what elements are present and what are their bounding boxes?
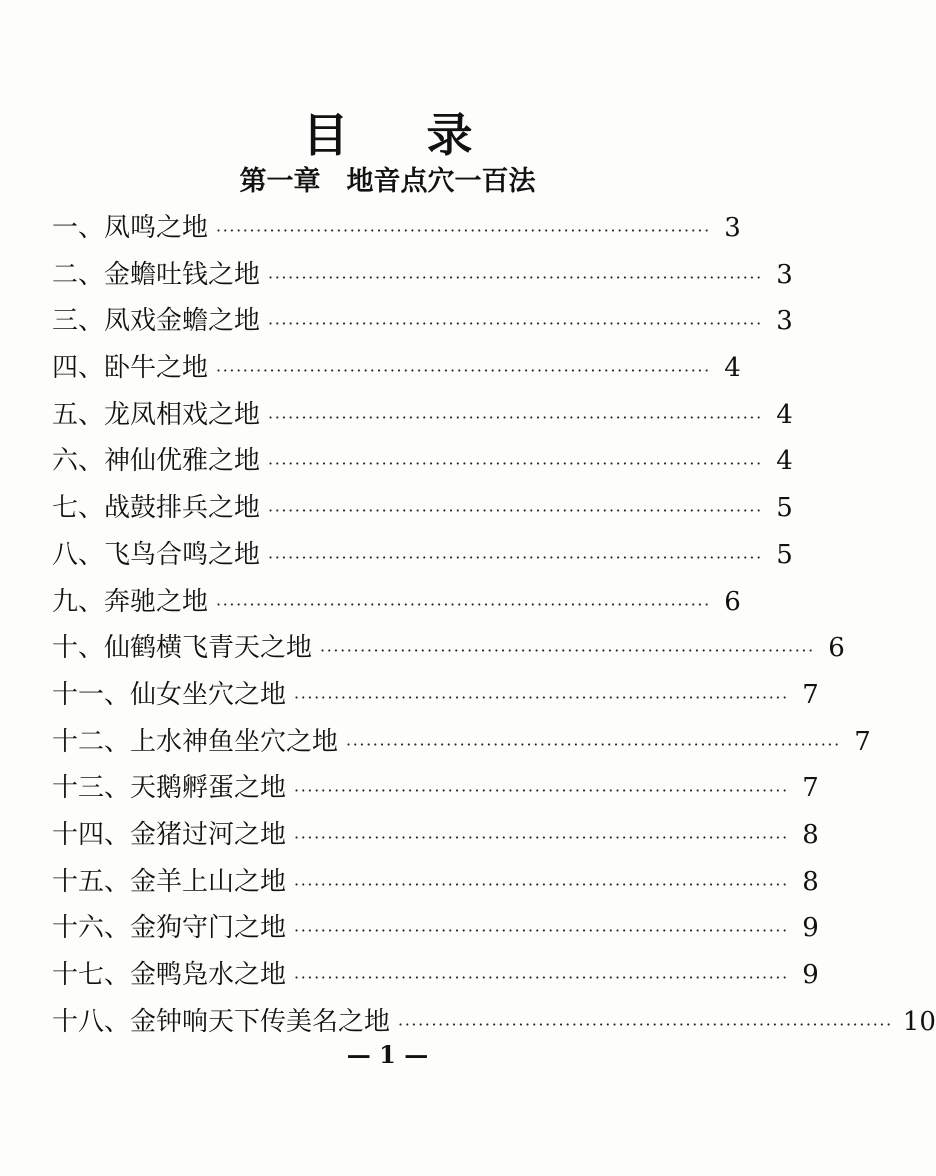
title-char-2: 录 <box>426 108 473 162</box>
leader-dots: ·········································································· <box>216 361 711 381</box>
toc-entry-page: 4 <box>776 399 793 430</box>
leader-dots: ·········································································· <box>346 734 841 754</box>
toc-entry-page: 8 <box>802 819 819 850</box>
toc-entry[interactable] <box>52 719 871 766</box>
toc-entry-label: 十六、金狗守门之地 <box>52 913 287 944</box>
toc-entry[interactable] <box>52 205 741 252</box>
toc-entry-label: 六、神仙优雅之地 <box>52 446 261 477</box>
toc-entry-label: 十一、仙女坐穴之地 <box>52 679 287 710</box>
leader-dots: ·········································································· <box>216 221 711 240</box>
leader-dots: ·········································································· <box>294 968 789 987</box>
leader-dots: ·········································································· <box>268 314 763 334</box>
toc-entry-label: 十四、金猪过河之地 <box>52 819 287 850</box>
toc-entry[interactable] <box>52 765 819 812</box>
leader-dots: ·········································································· <box>294 781 789 801</box>
toc-entry[interactable] <box>52 298 793 345</box>
toc-entry-label: 十八、金钟响天下传美名之地 <box>52 1006 391 1037</box>
toc-entry-label: 九、奔驰之地 <box>52 586 209 617</box>
toc-entry[interactable] <box>52 905 819 952</box>
toc-entry-page: 8 <box>802 866 819 897</box>
leader-dots: ·········································································· <box>268 454 763 474</box>
toc-entry[interactable] <box>52 859 819 906</box>
leader-dots: ·········································································· <box>294 921 789 941</box>
page-number: — 1 — <box>346 1040 429 1069</box>
chapter-name: 地音点穴一百法 <box>346 166 536 197</box>
toc-entry-page: 4 <box>776 446 793 477</box>
toc-entry[interactable] <box>52 345 741 392</box>
toc-entry-page: 6 <box>828 633 845 664</box>
toc-entry-page: 3 <box>724 213 741 243</box>
toc-entry-label: 一、凤鸣之地 <box>52 213 209 243</box>
toc-entry-page: 3 <box>776 259 793 290</box>
toc-entry-page: 10 <box>902 1006 936 1037</box>
toc-entry-label: 四、卧牛之地 <box>52 353 209 384</box>
toc-entry-page: 4 <box>724 353 741 384</box>
toc-entry[interactable] <box>52 392 793 439</box>
toc-entry-page: 7 <box>802 773 819 804</box>
toc-entry[interactable] <box>52 999 936 1046</box>
toc-entry-label: 十五、金羊上山之地 <box>52 866 287 897</box>
toc-entry[interactable] <box>52 485 793 532</box>
toc-entry[interactable] <box>52 438 793 485</box>
toc-entry-label: 十二、上水神鱼坐穴之地 <box>52 726 339 757</box>
toc-entry-page: 3 <box>776 306 793 337</box>
toc-entry[interactable] <box>52 532 793 579</box>
leader-dots: ·········································································· <box>268 547 763 567</box>
toc-list <box>52 205 936 1045</box>
leader-dots: ·········································································· <box>320 641 815 661</box>
toc-entry-label: 十七、金鸭凫水之地 <box>52 960 287 990</box>
toc-entry[interactable] <box>52 252 793 299</box>
title-char-1: 目 <box>302 108 349 162</box>
toc-entry-page: 7 <box>854 726 871 757</box>
toc-entry-page: 5 <box>776 493 793 524</box>
toc-entry-label: 七、战鼓排兵之地 <box>52 493 261 524</box>
toc-entry[interactable] <box>52 672 819 719</box>
toc-entry-page: 9 <box>802 960 819 990</box>
toc-entry-label: 二、金蟾吐钱之地 <box>52 259 261 290</box>
page-title <box>0 108 775 162</box>
toc-entry-label: 三、凤戏金蟾之地 <box>52 306 261 337</box>
chapter-number: 第一章 <box>239 166 321 197</box>
toc-entry[interactable] <box>52 579 741 626</box>
toc-entry-label: 八、飞鸟合鸣之地 <box>52 539 261 570</box>
toc-entry[interactable] <box>52 812 819 859</box>
leader-dots: ·········································································· <box>268 407 763 427</box>
toc-entry-page: 9 <box>802 913 819 944</box>
toc-entry-page: 6 <box>724 586 741 617</box>
toc-entry-label: 十、仙鹤横飞青天之地 <box>52 633 313 664</box>
toc-entry-page: 7 <box>802 679 819 710</box>
leader-dots: ·········································································· <box>268 501 763 521</box>
leader-dots: ·········································································· <box>294 687 789 707</box>
leader-dots: ·········································································· <box>268 267 763 287</box>
leader-dots: ·········································································· <box>294 827 789 847</box>
leader-dots: ·········································································· <box>216 594 711 614</box>
toc-entry-page: 5 <box>776 539 793 570</box>
leader-dots: ·········································································· <box>294 874 789 894</box>
leader-dots: ·········································································· <box>398 1014 893 1034</box>
toc-entry-label: 十三、天鹅孵蛋之地 <box>52 773 287 804</box>
toc-entry[interactable] <box>52 952 819 999</box>
chapter-heading <box>0 164 775 200</box>
toc-entry-label: 五、龙凤相戏之地 <box>52 399 261 430</box>
toc-entry[interactable] <box>52 625 845 672</box>
